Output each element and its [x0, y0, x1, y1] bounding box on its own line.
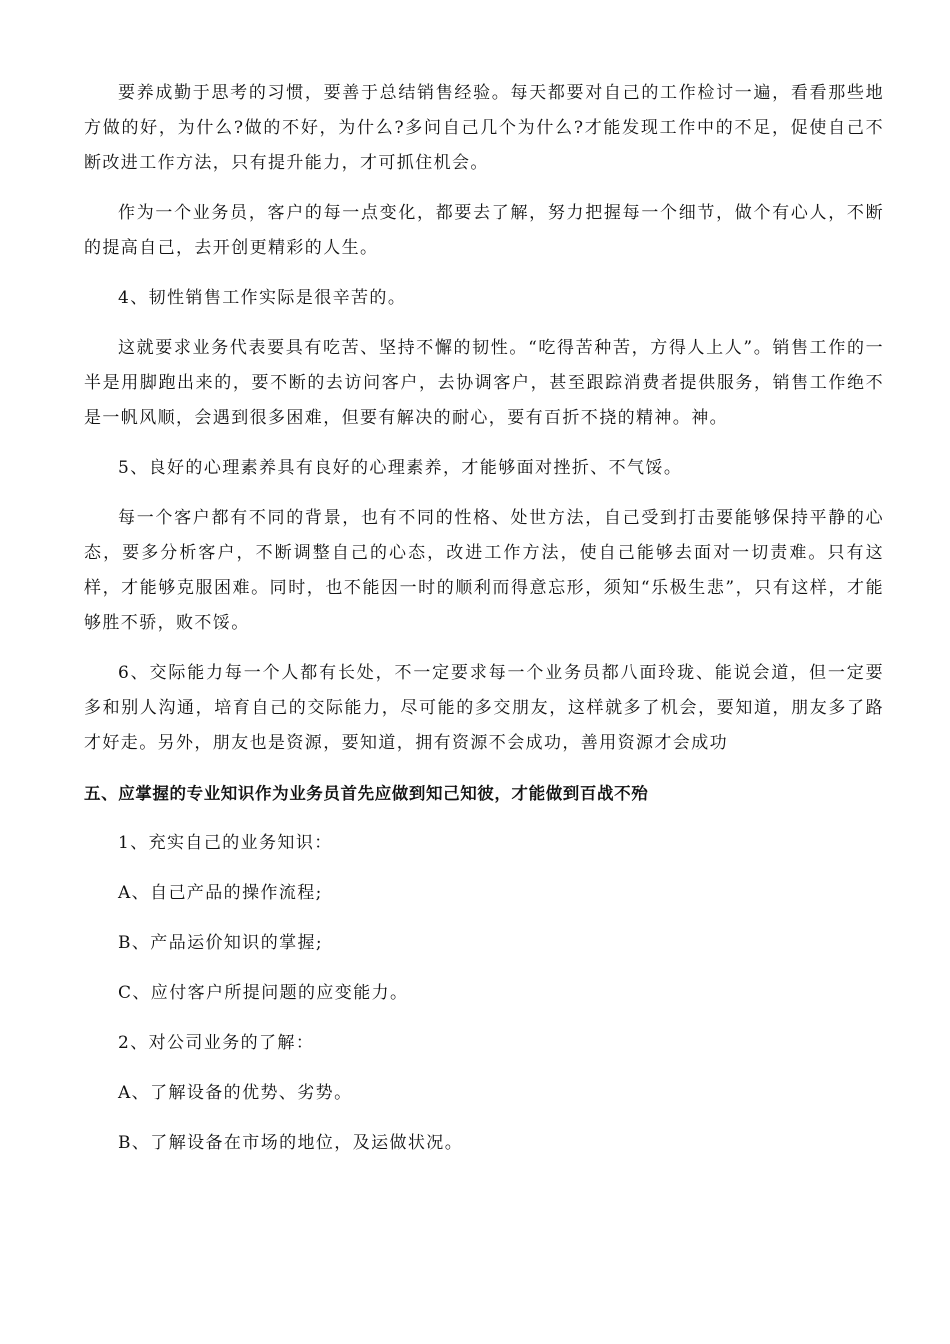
paragraph-customer-background: 每一个客户都有不同的背景，也有不同的性格、处世方法，自己受到打击要能够保持平静的心态，要多分析客户，不断调整自己的心态，改进工作方法，使自己能够去面对一切责难。只有这样，才能够克服困难。同时，也不能因一时的顺利而得意忘形，须知“乐极生悲”，只有这样，才能够胜不骄，败不馁。	[84, 508, 884, 633]
list-item: 2、对公司业务的了解：	[118, 1033, 315, 1053]
paragraph-point-6-social: 6、交际能力每一个人都有长处，不一定要求每一个业务员都八面玲珑、能说会道，但一定要多和别人沟通，培育自己的交际能力，尽可能的多交朋友，这样就多了机会，要知道，朋友多了路才好走。另外，朋友也是资源，要知道，拥有资源不会成功，善用资源才会成功	[84, 663, 884, 753]
paragraph-hardship: 这就要求业务代表要具有吃苦、坚持不懈的韧性。“吃得苦种苦，方得人上人”。销售工作的一半是用脚跑出来的，要不断的去访问客户，去协调客户，甚至跟踪消费者提供服务，销售工作绝不是一帆风顺，会遇到很多困难，但要有解决的耐心，要有百折不挠的精神。神。	[84, 338, 884, 428]
list-item: A、自己产品的操作流程;	[118, 883, 323, 903]
paragraph-think-summary: 要养成勤于思考的习惯，要善于总结销售经验。每天都要对自己的工作检讨一遍，看看那些地方做的好，为什么?做的不好，为什么?多问自己几个为什么?才能发现工作中的不足，促使自己不断改进工作方法，只有提升能力，才可抓住机会。	[84, 83, 884, 173]
paragraph-point-4-tenacity: 4、韧性销售工作实际是很辛苦的。	[118, 288, 407, 308]
list-item: 1、充实自己的业务知识：	[118, 833, 333, 853]
list-item: B、了解设备在市场的地位，及运做状况。	[118, 1133, 464, 1153]
paragraph-attentive-salesperson: 作为一个业务员，客户的每一点变化，都要去了解，努力把握每一个细节，做个有心人，不断的提高自己，去开创更精彩的人生。	[84, 203, 884, 258]
list-item: B、产品运价知识的掌握;	[118, 933, 324, 953]
section-heading-five: 五、应掌握的专业知识作为业务员首先应做到知己知彼，才能做到百战不殆	[84, 784, 649, 803]
list-item: C、应付客户所提问题的应变能力。	[118, 983, 409, 1003]
list-item: A、了解设备的优势、劣势。	[118, 1083, 353, 1103]
document-page	[84, 76, 884, 1176]
paragraph-point-5-psychology: 5、良好的心理素养具有良好的心理素养，才能够面对挫折、不气馁。	[118, 458, 683, 478]
